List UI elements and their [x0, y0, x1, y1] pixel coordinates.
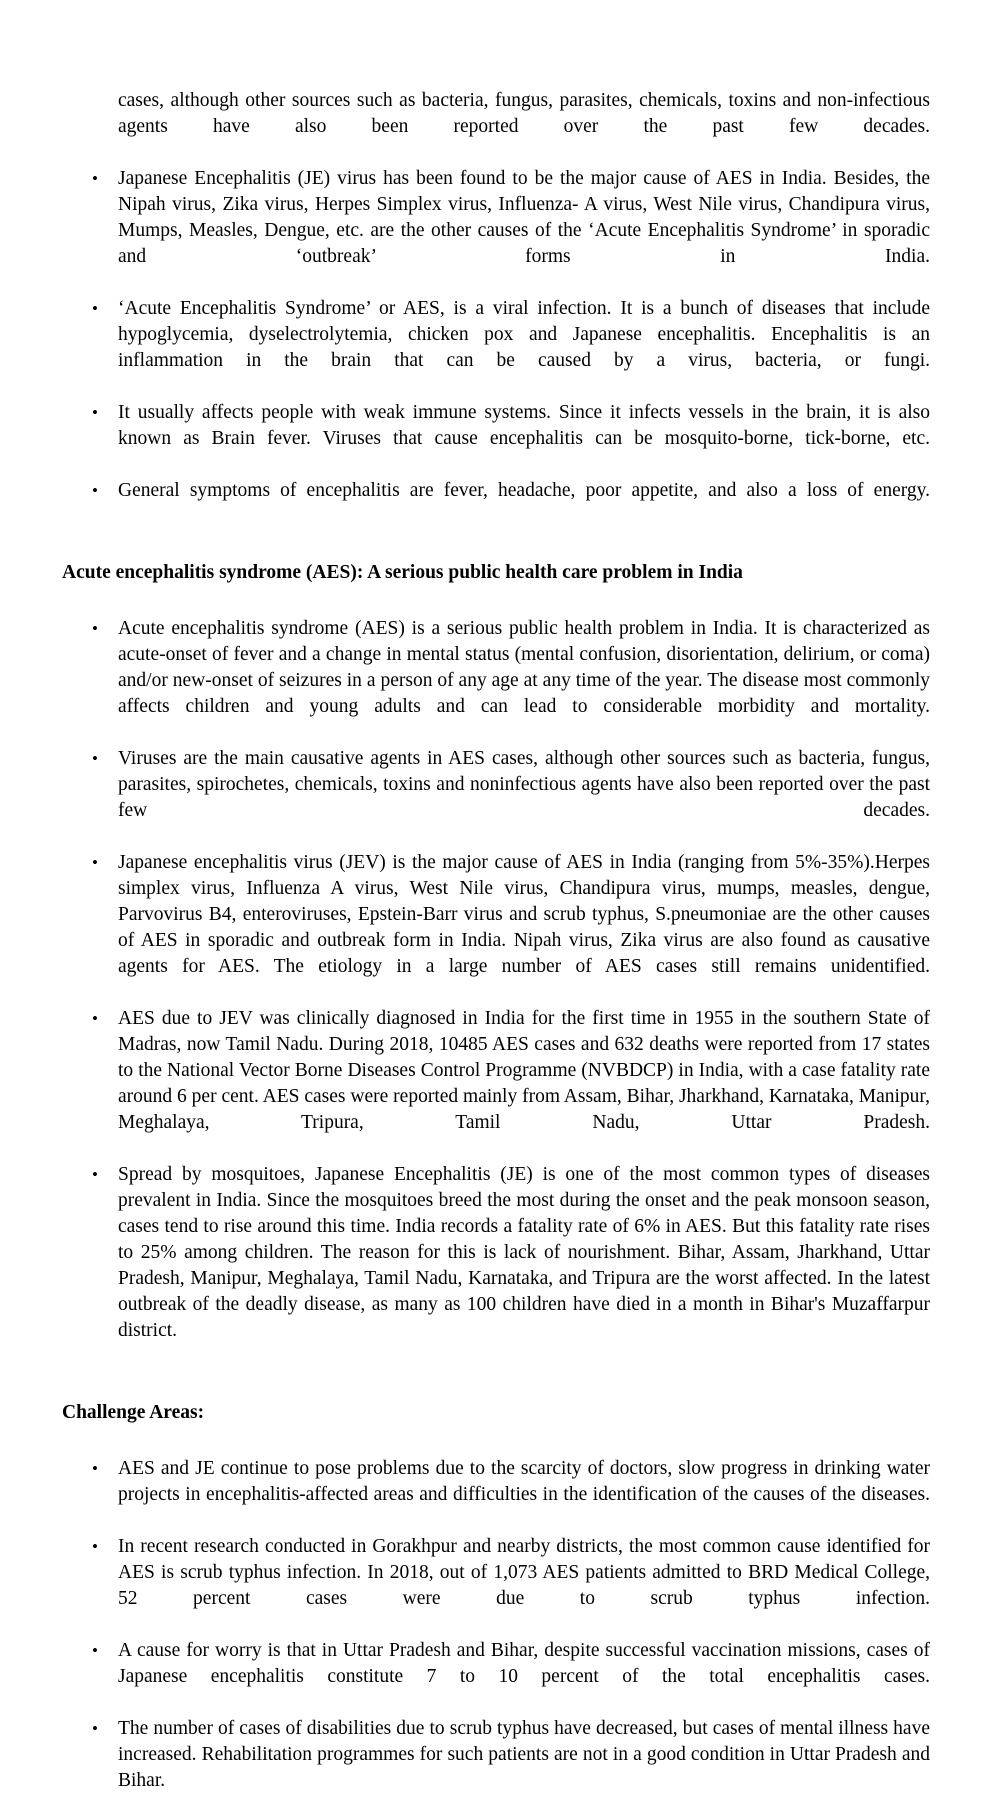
list-item-text: General symptoms of encephalitis are fever, headache, poor appetite, and also a loss of energy. — [118, 480, 930, 501]
list-item — [62, 1638, 930, 1716]
spacer — [62, 586, 930, 616]
list-item — [62, 1456, 930, 1534]
list-item — [62, 746, 930, 850]
list-item-text: In recent research conducted in Gorakhpur and nearby districts, the most common cause identified for AES is scrub typhus infection. In 2018, out of 1,073 AES patients admitted to BRD Medical College, 52 percent cases were due to scrub typhus infection. — [118, 1536, 930, 1609]
list-item — [62, 850, 930, 1006]
list-item — [62, 1006, 930, 1162]
bullet-icon: • — [92, 749, 98, 768]
list-item — [62, 1534, 930, 1638]
list-item-text: Spread by mosquitoes, Japanese Encephalitis (JE) is one of the most common types of diseases prevalent in India. Since the mosquitoes breed the most during the onset and the peak monsoon season, cases tend to rise around this time. India records a fatality rate of 6% in AES. But this fatality rate rises to 25% among children. The reason for this is lack of nourishment. Bihar, Assam, Jharkhand, Uttar Pradesh, Manipur, Meghalaya, Tamil Nadu, Karnataka, and Tripura are the worst affected. In the latest outbreak of the deadly disease, as many as 100 children have died in a month in Bihar's Muzaffarpur district. — [118, 1164, 930, 1341]
spacer — [62, 1426, 930, 1456]
bullet-icon: • — [92, 619, 98, 638]
challenge-areas-bullet-list — [62, 1456, 930, 1820]
bullet-icon: • — [92, 299, 98, 318]
list-item-text: A cause for worry is that in Uttar Pradesh and Bihar, despite successful vaccination missions, cases of Japanese encephalitis constitute 7 to 10 percent of the total encephalitis cases. — [118, 1640, 930, 1687]
list-item — [62, 296, 930, 400]
list-item-text: It usually affects people with weak immune systems. Since it infects vessels in the brain, it is also known as Brain fever. Viruses that cause encephalitis can be mosquito-borne, tick-borne, etc. — [118, 402, 930, 449]
list-item-text: AES and JE continue to pose problems due to the scarcity of doctors, slow progress in drinking water projects in encephalitis-affected areas and difficulties in the identification of the causes of the diseases. — [118, 1458, 930, 1505]
list-item — [62, 400, 930, 478]
list-item-text: Japanese Encephalitis (JE) virus has been found to be the major cause of AES in India. Besides, the Nipah virus, Zika virus, Herpes Simplex virus, Influenza- A virus, West Nile virus, Chandipura virus, Mumps, Measles, Dengue, etc. are the other causes of the ‘Acute Encephalitis Syndrome’ in sporadic and ‘outbreak’ forms in India. — [118, 168, 930, 267]
bullet-icon: • — [92, 1719, 98, 1738]
list-item — [62, 166, 930, 296]
spacer — [62, 530, 930, 560]
intro-continuation-paragraph: cases, although other sources such as bacteria, fungus, parasites, chemicals, toxins and non-infectious agents have also been reported over the past few decades. — [118, 90, 930, 137]
bullet-icon: • — [92, 481, 98, 500]
list-item-text: AES due to JEV was clinically diagnosed in India for the first time in 1955 in the southern State of Madras, now Tamil Nadu. During 2018, 10485 AES cases and 632 deaths were reported from 17 states to the National Vector Borne Diseases Control Programme (NVBDCP) in India, with a case fatality rate around 6 per cent. AES cases were reported mainly from Assam, Bihar, Jharkhand, Karnataka, Manipur, Meghalaya, Tripura, Tamil Nadu, Uttar Pradesh. — [118, 1008, 930, 1133]
intro-bullet-list — [62, 166, 930, 530]
bullet-icon: • — [92, 403, 98, 422]
bullet-icon: • — [92, 853, 98, 872]
spacer — [62, 1370, 930, 1400]
section-heading-challenge-areas: Challenge Areas: — [62, 1402, 205, 1423]
list-item — [62, 1716, 930, 1820]
bullet-icon: • — [92, 1165, 98, 1184]
aes-bullet-list — [62, 616, 930, 1370]
bullet-icon: • — [92, 1537, 98, 1556]
list-item — [62, 1162, 930, 1370]
section-heading-aes: Acute encephalitis syndrome (AES): A serious public health care problem in India — [62, 562, 743, 583]
list-item-text: Viruses are the main causative agents in AES cases, although other sources such as bacteria, fungus, parasites, spirochetes, chemicals, toxins and noninfectious agents have also been reported over the past few decades. — [118, 748, 930, 821]
list-item-text: Japanese encephalitis virus (JEV) is the major cause of AES in India (ranging from 5%-35%).Herpes simplex virus, Influenza A virus, West Nile virus, Chandipura virus, mumps, measles, dengue, Parvovirus B4, enteroviruses, Epstein-Barr virus and scrub typhus, S.pneumoniae are the other causes of AES in sporadic and outbreak form in India. Nipah virus, Zika virus are also found as causative agents for AES. The etiology in a large number of AES cases still remains unidentified. — [118, 852, 930, 977]
list-item-text: Acute encephalitis syndrome (AES) is a serious public health problem in India. It is characterized as acute-onset of fever and a change in mental status (mental confusion, disorientation, delirium, or coma) and/or new-onset of seizures in a person of any age at any time of the year. The disease most commonly affects children and young adults and can lead to considerable morbidity and mortality. — [118, 618, 930, 717]
bullet-icon: • — [92, 1459, 98, 1478]
list-item — [62, 478, 930, 530]
list-item — [62, 616, 930, 746]
bullet-icon: • — [92, 1641, 98, 1660]
list-item-text: The number of cases of disabilities due to scrub typhus have decreased, but cases of mental illness have increased. Rehabilitation programmes for such patients are not in a good condition in Uttar Pradesh and Bihar. — [118, 1718, 930, 1791]
list-item-text: ‘Acute Encephalitis Syndrome’ or AES, is a viral infection. It is a bunch of diseases that include hypoglycemia, dyselectrolytemia, chicken pox and Japanese encephalitis. Encephalitis is an inflammation in the brain that can be caused by a virus, bacteria, or fungi. — [118, 298, 930, 371]
bullet-icon: • — [92, 169, 98, 188]
bullet-icon: • — [92, 1009, 98, 1028]
